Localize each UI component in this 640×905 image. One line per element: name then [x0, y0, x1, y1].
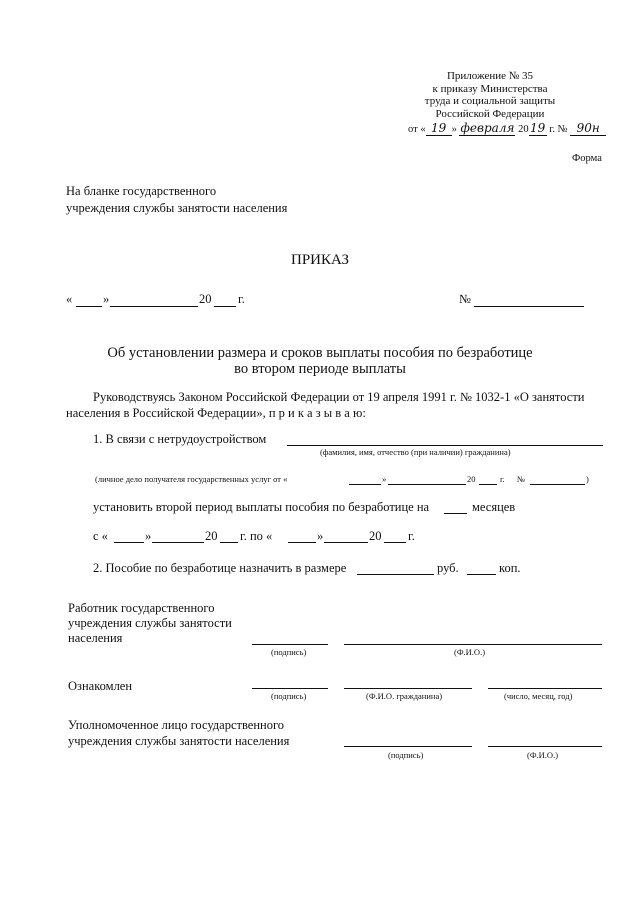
- authorized-line1: Уполномоченное лицо государственного: [68, 718, 285, 732]
- order-date-quote-close: »: [103, 292, 110, 306]
- to-day-line: [288, 542, 316, 543]
- appendix-block: [400, 70, 580, 120]
- to-quote: »: [317, 529, 324, 543]
- appendix-line3: труда и социальной защиты: [424, 95, 556, 107]
- worker-line3: населения: [68, 631, 123, 645]
- acquainted-label: Ознакомлен: [68, 679, 133, 693]
- letterhead-line1: На бланке государственного: [66, 184, 217, 198]
- order-title: ПРИКАЗ: [291, 252, 349, 268]
- appendix-line1: Приложение № 35: [446, 70, 534, 82]
- case-close: ): [586, 474, 589, 484]
- period-unit: месяцев: [472, 500, 516, 514]
- order-number-line: [474, 306, 584, 307]
- worker-fio-caption: (Ф.И.О.): [454, 647, 486, 657]
- case-year-line: [479, 484, 497, 485]
- case-suffix: г.: [500, 474, 505, 484]
- worker-fio-line: [344, 644, 602, 645]
- subject-line2: во втором периоде выплаты: [234, 361, 406, 377]
- order-number-sign: №: [459, 292, 471, 306]
- authorized-fio-line: [488, 746, 602, 747]
- to-suffix: г.: [408, 529, 415, 543]
- order-day-line: [76, 306, 102, 307]
- authorized-fio-caption: (Ф.И.О.): [527, 750, 559, 760]
- appendix-line4: Российской Федерации: [435, 107, 545, 120]
- to-month-line: [324, 542, 368, 543]
- from-day-line: [114, 542, 144, 543]
- from-year-line: [220, 542, 238, 543]
- case-num: №: [517, 474, 526, 484]
- acquainted-date-caption: (число, месяц, год): [504, 691, 573, 701]
- clause2-kop: коп.: [499, 561, 521, 575]
- clause2-kop-line: [467, 574, 496, 575]
- worker-signature-caption: (подпись): [271, 647, 307, 657]
- authorized-line2: учреждения службы занятости населения: [68, 734, 290, 748]
- acquainted-fio-caption: (Ф.И.О. гражданина): [366, 691, 443, 701]
- case-number-line: [530, 484, 585, 485]
- appendix-date-year-prefix: 20: [518, 124, 529, 135]
- order-month-line: [110, 306, 198, 307]
- to-year: 20: [369, 529, 382, 543]
- acquainted-signature-line: [252, 688, 328, 689]
- form-label: Форма: [572, 153, 602, 164]
- period-months-line: [444, 513, 467, 514]
- case-prefix: (личное дело получателя государственных услуг от «: [95, 474, 288, 484]
- acquainted-signature-caption: (подпись): [271, 691, 307, 701]
- appendix-number-prefix: г. №: [549, 124, 568, 135]
- from-to: г. по «: [240, 529, 273, 543]
- appendix-date-prefix: от «: [408, 124, 426, 135]
- clause1-citizen-line: [287, 445, 603, 446]
- case-year: 20: [467, 474, 476, 484]
- authorized-signature-line: [344, 746, 472, 747]
- to-year-line: [384, 542, 406, 543]
- clause1-text: 1. В связи с нетрудоустройством: [93, 432, 267, 446]
- order-date-year: 20: [199, 292, 212, 306]
- acquainted-date-line: [488, 688, 602, 689]
- from-prefix: с «: [93, 529, 108, 543]
- case-day-line: [349, 484, 381, 485]
- appendix-date-mid: »: [451, 124, 457, 135]
- appendix-date-month: февраля: [460, 121, 515, 135]
- appendix-date-day: 19: [426, 121, 452, 136]
- authorized-signature-caption: (подпись): [388, 750, 424, 760]
- worker-line1: Работник государственного: [68, 601, 215, 615]
- acquainted-fio-line: [344, 688, 472, 689]
- preamble-line2: населения в Российской Федерации», п р и к а з ы в а ю:: [66, 406, 366, 420]
- appendix-date-line: [408, 121, 606, 136]
- period-text: установить второй период выплаты пособия по безработице на: [93, 500, 430, 514]
- appendix-date-year: 19: [529, 121, 546, 135]
- order-year-line: [214, 306, 236, 307]
- worker-line2: учреждения службы занятости: [68, 616, 232, 630]
- case-month-line: [388, 484, 466, 485]
- case-quote: »: [382, 474, 387, 484]
- from-month-line: [152, 542, 204, 543]
- preamble-line1: Руководствуясь Законом Российской Федерации от 19 апреля 1991 г. № 1032-1 «О занятости: [93, 390, 585, 404]
- worker-signature-line: [252, 644, 328, 645]
- clause2-rub-line: [357, 574, 434, 575]
- appendix-number: 90н: [570, 121, 606, 136]
- letterhead-line2: учреждения службы занятости населения: [66, 201, 288, 215]
- clause2-rub: руб.: [437, 561, 459, 575]
- clause2-text: 2. Пособие по безработице назначить в размере: [93, 561, 347, 575]
- appendix-line2: к приказу Министерства: [432, 82, 548, 95]
- order-date-suffix: г.: [238, 292, 245, 306]
- from-year: 20: [205, 529, 218, 543]
- from-quote: »: [145, 529, 152, 543]
- order-date-quote-open: «: [66, 292, 73, 306]
- subject-line1: Об установлении размера и сроков выплаты пособия по безработице: [107, 345, 533, 361]
- clause1-citizen-caption: (фамилия, имя, отчество (при наличии) гражданина): [320, 447, 511, 457]
